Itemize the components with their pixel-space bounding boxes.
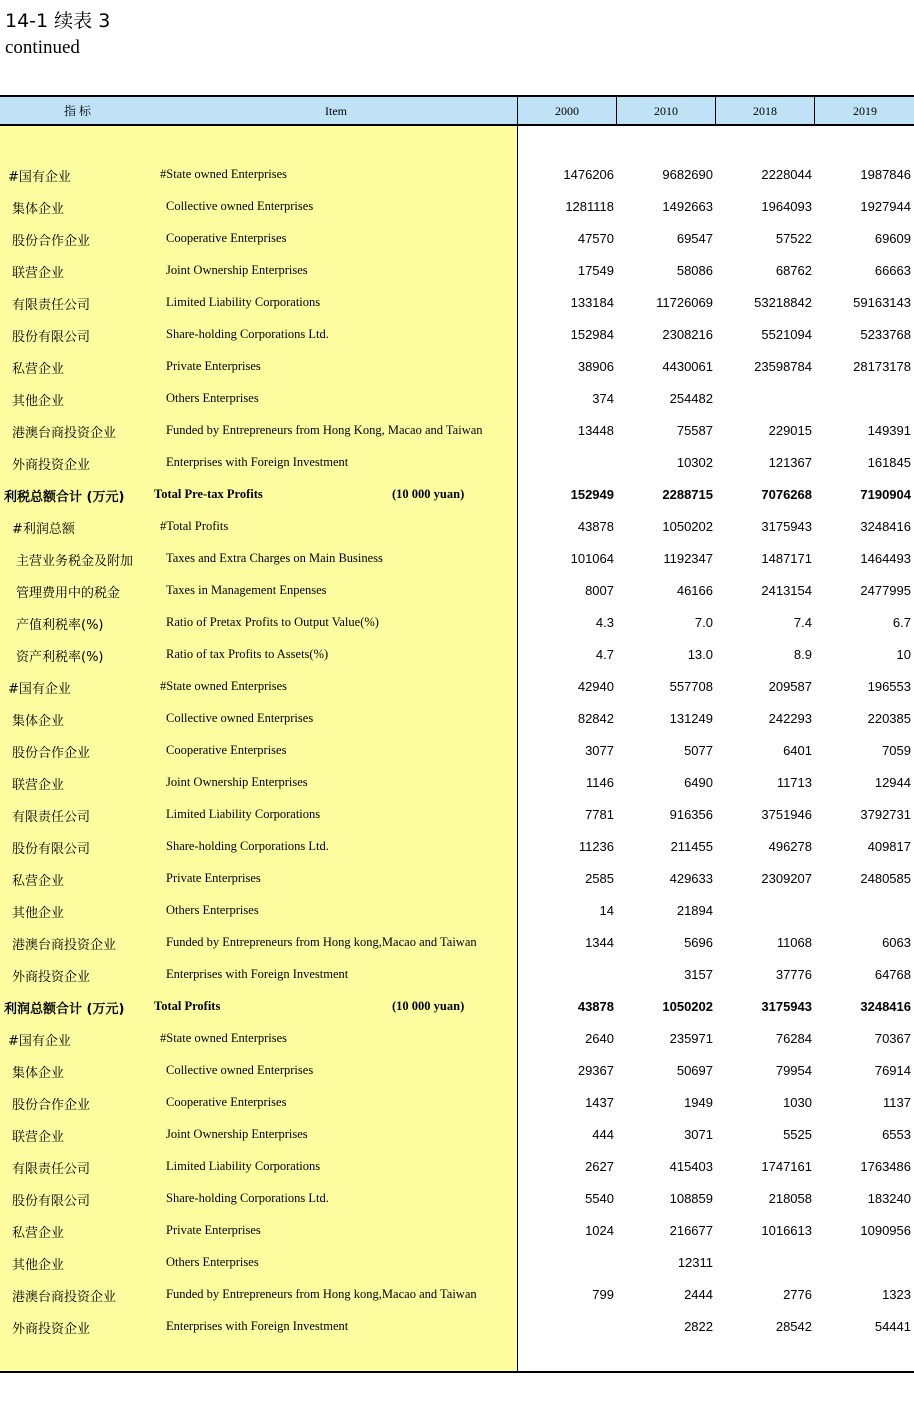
value-cell-2010: 254482 bbox=[669, 391, 713, 406]
value-cell-2018: 37776 bbox=[775, 967, 812, 982]
value-cell-2019: 12944 bbox=[874, 775, 911, 790]
value-cell-2000: 5540 bbox=[585, 1191, 614, 1206]
value-cell-2018: 5521094 bbox=[761, 327, 812, 342]
value-cell-2018: 229015 bbox=[768, 423, 812, 438]
value-cell-2018: 1487171 bbox=[761, 551, 812, 566]
row-label-en: Cooperative Enterprises bbox=[166, 231, 287, 245]
value-cell-2018: 79954 bbox=[775, 1063, 812, 1078]
value-cell-2000: 4.7 bbox=[595, 647, 614, 662]
row-label-zh: 利税总额合计 (万元) bbox=[4, 490, 125, 505]
value-cell-2018: 7076268 bbox=[761, 487, 812, 502]
value-cell-2018: 7.4 bbox=[793, 615, 812, 630]
value-cell-2019: 2477995 bbox=[860, 583, 911, 598]
row-label-zh: 股份有限公司 bbox=[12, 330, 91, 345]
row-label-zh: 私营企业 bbox=[12, 362, 65, 377]
value-cell-2010: 5696 bbox=[684, 935, 713, 950]
row-label-zh: 股份合作企业 bbox=[12, 1098, 91, 1113]
table-row bbox=[0, 542, 914, 574]
value-cell-2010: 3071 bbox=[684, 1127, 713, 1142]
row-label-en: Private Enterprises bbox=[166, 359, 261, 373]
value-cell-2010: 557708 bbox=[669, 679, 713, 694]
value-cell-2000: 4.3 bbox=[595, 615, 614, 630]
header-item: Item bbox=[325, 104, 347, 118]
row-label-en: Total Profits bbox=[154, 999, 221, 1013]
row-label-zh: 产值利税率(%) bbox=[16, 618, 104, 633]
header-year-2018: 2018 bbox=[715, 97, 814, 124]
value-cell-2018: 1747161 bbox=[761, 1159, 812, 1174]
row-unit: (10 000 yuan) bbox=[392, 487, 465, 501]
value-cell-2010: 415403 bbox=[669, 1159, 713, 1174]
value-cell-2010: 1949 bbox=[684, 1095, 713, 1110]
value-cell-2018: 28542 bbox=[775, 1319, 812, 1334]
value-cell-2010: 5077 bbox=[684, 743, 713, 758]
row-label-en: Limited Liability Corporations bbox=[166, 295, 321, 309]
value-cell-2000: 152984 bbox=[570, 327, 614, 342]
value-cell-2000: 2585 bbox=[585, 871, 614, 886]
value-cell-2000: 13448 bbox=[577, 423, 614, 438]
table-row bbox=[0, 958, 914, 990]
row-label-en: Others Enterprises bbox=[166, 903, 259, 917]
value-cell-2018: 1016613 bbox=[761, 1223, 812, 1238]
header-year-2019: 2019 bbox=[814, 97, 914, 124]
table-row bbox=[0, 254, 914, 286]
value-cell-2010: 10302 bbox=[676, 455, 713, 470]
value-cell-2010: 108859 bbox=[669, 1191, 713, 1206]
value-cell-2019: 1987846 bbox=[860, 167, 911, 182]
value-cell-2000: 17549 bbox=[577, 263, 614, 278]
table-row bbox=[0, 574, 914, 606]
row-label-en: Private Enterprises bbox=[166, 871, 261, 885]
row-label-en: Enterprises with Foreign Investment bbox=[166, 967, 349, 981]
value-cell-2010: 4430061 bbox=[662, 359, 713, 374]
value-cell-2018: 121367 bbox=[768, 455, 812, 470]
value-cell-2000: 43878 bbox=[577, 519, 614, 534]
table-row bbox=[0, 1214, 914, 1246]
value-cell-2000: 3077 bbox=[585, 743, 614, 758]
row-label-en: Ratio of tax Profits to Assets(%) bbox=[166, 647, 329, 661]
value-cell-2010: 2822 bbox=[684, 1319, 713, 1334]
row-label-en: Others Enterprises bbox=[166, 391, 259, 405]
value-cell-2019: 5233768 bbox=[860, 327, 911, 342]
row-label-zh: 有限责任公司 bbox=[12, 298, 91, 313]
row-label-zh: 有限责任公司 bbox=[12, 1162, 91, 1177]
row-label-zh: 管理费用中的税金 bbox=[16, 586, 121, 601]
row-label-en: Enterprises with Foreign Investment bbox=[166, 1319, 349, 1333]
row-label-en: Share-holding Corporations Ltd. bbox=[166, 1191, 329, 1205]
row-label-zh: 联营企业 bbox=[12, 1130, 65, 1145]
value-cell-2019: 183240 bbox=[867, 1191, 911, 1206]
row-label-en: Ratio of Pretax Profits to Output Value(%) bbox=[166, 615, 379, 629]
header-year-2010: 2010 bbox=[616, 97, 715, 124]
value-cell-2018: 2309207 bbox=[761, 871, 812, 886]
value-cell-2000: 101064 bbox=[570, 551, 614, 566]
value-cell-2018: 57522 bbox=[775, 231, 812, 246]
value-cell-2019: 6063 bbox=[882, 935, 911, 950]
table-row bbox=[0, 510, 914, 542]
value-cell-2000: 42940 bbox=[577, 679, 614, 694]
row-label-zh: 集体企业 bbox=[12, 202, 65, 217]
value-cell-2010: 75587 bbox=[676, 423, 713, 438]
row-label-en: #Total Profits bbox=[160, 519, 229, 533]
table-row bbox=[0, 1310, 914, 1342]
row-label-zh: 股份合作企业 bbox=[12, 234, 91, 249]
value-cell-2010: 46166 bbox=[676, 583, 713, 598]
row-label-en: Taxes and Extra Charges on Main Business bbox=[166, 551, 383, 565]
row-label-en: Funded by Entrepreneurs from Hong kong,Macao and Taiwan bbox=[166, 935, 477, 949]
table-bottom-rule bbox=[0, 1371, 914, 1373]
value-cell-2019: 10 bbox=[896, 647, 911, 662]
row-label-zh: 其他企业 bbox=[12, 1258, 65, 1273]
value-cell-2000: 2640 bbox=[585, 1031, 614, 1046]
value-cell-2010: 50697 bbox=[676, 1063, 713, 1078]
value-cell-2000: 14 bbox=[599, 903, 614, 918]
value-cell-2018: 1030 bbox=[783, 1095, 812, 1110]
value-cell-2019: 28173178 bbox=[853, 359, 911, 374]
table-row bbox=[0, 1278, 914, 1310]
table-row bbox=[0, 734, 914, 766]
value-cell-2010: 2288715 bbox=[662, 487, 713, 502]
row-label-zh: 私营企业 bbox=[12, 1226, 65, 1241]
value-cell-2018: 2228044 bbox=[761, 167, 812, 182]
row-label-zh: 港澳台商投资企业 bbox=[12, 426, 117, 441]
row-label-en: Joint Ownership Enterprises bbox=[166, 1127, 308, 1141]
value-cell-2019: 69609 bbox=[874, 231, 911, 246]
value-cell-2018: 53218842 bbox=[754, 295, 812, 310]
value-cell-2019: 7059 bbox=[882, 743, 911, 758]
row-label-zh: 股份有限公司 bbox=[12, 1194, 91, 1209]
value-cell-2019: 1137 bbox=[883, 1095, 911, 1110]
value-cell-2000: 1344 bbox=[585, 935, 614, 950]
value-cell-2019: 3248416 bbox=[860, 999, 911, 1014]
value-cell-2010: 2308216 bbox=[662, 327, 713, 342]
value-cell-2010: 11726069 bbox=[656, 295, 713, 310]
row-label-zh: #国有企业 bbox=[8, 682, 71, 697]
row-label-zh: 外商投资企业 bbox=[12, 970, 91, 985]
value-cell-2010: 6490 bbox=[684, 775, 713, 790]
value-cell-2010: 429633 bbox=[669, 871, 713, 886]
value-cell-2019: 1323 bbox=[882, 1287, 911, 1302]
row-label-en: Share-holding Corporations Ltd. bbox=[166, 327, 329, 341]
row-label-en: Taxes in Management Enpenses bbox=[166, 583, 327, 597]
value-cell-2019: 7190904 bbox=[860, 487, 911, 502]
value-cell-2018: 209587 bbox=[768, 679, 812, 694]
value-cell-2000: 152949 bbox=[570, 487, 614, 502]
table-header bbox=[0, 95, 914, 126]
value-cell-2000: 1437 bbox=[585, 1095, 614, 1110]
table-row bbox=[0, 1150, 914, 1182]
value-cell-2010: 1050202 bbox=[662, 519, 713, 534]
value-cell-2000: 1476206 bbox=[563, 167, 614, 182]
value-cell-2000: 1146 bbox=[586, 775, 614, 790]
table-row bbox=[0, 830, 914, 862]
table-row bbox=[0, 1246, 914, 1278]
table-row bbox=[0, 670, 914, 702]
table-row bbox=[0, 286, 914, 318]
value-cell-2018: 5525 bbox=[783, 1127, 812, 1142]
row-label-zh: 资产利税率(%) bbox=[16, 650, 104, 665]
value-cell-2018: 1964093 bbox=[761, 199, 812, 214]
row-label-en: Enterprises with Foreign Investment bbox=[166, 455, 349, 469]
value-cell-2000: 82842 bbox=[577, 711, 614, 726]
table-row bbox=[0, 990, 914, 1022]
value-cell-2019: 3792731 bbox=[860, 807, 911, 822]
value-cell-2019: 6.7 bbox=[892, 615, 911, 630]
table-row bbox=[0, 350, 914, 382]
table-row bbox=[0, 318, 914, 350]
table-row bbox=[0, 894, 914, 926]
table-row bbox=[0, 702, 914, 734]
value-cell-2018: 242293 bbox=[768, 711, 812, 726]
page-title: 14-1 续表 3 bbox=[5, 10, 111, 32]
value-cell-2018: 218058 bbox=[768, 1191, 812, 1206]
row-label-zh: 股份有限公司 bbox=[12, 842, 91, 857]
value-cell-2000: 374 bbox=[592, 391, 614, 406]
row-label-zh: 其他企业 bbox=[12, 906, 65, 921]
row-label-en: Share-holding Corporations Ltd. bbox=[166, 839, 329, 853]
value-cell-2019: 54441 bbox=[874, 1319, 911, 1334]
value-cell-2000: 11236 bbox=[578, 839, 614, 854]
value-cell-2019: 409817 bbox=[867, 839, 911, 854]
row-label-zh: 港澳台商投资企业 bbox=[12, 1290, 117, 1305]
row-label-en: Cooperative Enterprises bbox=[166, 743, 287, 757]
value-cell-2010: 216677 bbox=[669, 1223, 713, 1238]
row-label-zh: 外商投资企业 bbox=[12, 458, 91, 473]
value-cell-2000: 444 bbox=[592, 1127, 614, 1142]
value-cell-2000: 133184 bbox=[570, 295, 614, 310]
value-cell-2000: 38906 bbox=[577, 359, 614, 374]
value-cell-2019: 6553 bbox=[882, 1127, 911, 1142]
value-cell-2019: 66663 bbox=[874, 263, 911, 278]
value-cell-2000: 43878 bbox=[577, 999, 614, 1014]
row-label-zh: 集体企业 bbox=[12, 1066, 65, 1081]
row-label-en: Funded by Entrepreneurs from Hong Kong, Macao and Taiwan bbox=[166, 423, 483, 437]
row-label-zh: 集体企业 bbox=[12, 714, 65, 729]
table-row bbox=[0, 190, 914, 222]
value-cell-2019: 220385 bbox=[867, 711, 911, 726]
table-row bbox=[0, 446, 914, 478]
value-cell-2018: 3175943 bbox=[761, 999, 812, 1014]
value-cell-2000: 7781 bbox=[585, 807, 614, 822]
header-indicator: 指 标 bbox=[63, 104, 91, 118]
table-row bbox=[0, 926, 914, 958]
row-label-zh: #国有企业 bbox=[8, 170, 71, 185]
row-label-en: Funded by Entrepreneurs from Hong kong,Macao and Taiwan bbox=[166, 1287, 477, 1301]
value-cell-2000: 1024 bbox=[585, 1223, 614, 1238]
value-cell-2000: 47570 bbox=[577, 231, 614, 246]
value-cell-2018: 3175943 bbox=[761, 519, 812, 534]
value-cell-2010: 1050202 bbox=[662, 999, 713, 1014]
table-row bbox=[0, 478, 914, 510]
value-cell-2019: 1464493 bbox=[860, 551, 911, 566]
row-label-en: Others Enterprises bbox=[166, 1255, 259, 1269]
row-label-en: #State owned Enterprises bbox=[160, 679, 288, 693]
value-cell-2019: 76914 bbox=[874, 1063, 911, 1078]
value-cell-2018: 496278 bbox=[768, 839, 812, 854]
table-row bbox=[0, 1022, 914, 1054]
row-label-en: Total Pre-tax Profits bbox=[154, 487, 263, 501]
row-label-en: #State owned Enterprises bbox=[160, 167, 288, 181]
row-label-zh: 股份合作企业 bbox=[12, 746, 91, 761]
value-cell-2019: 1763486 bbox=[860, 1159, 911, 1174]
row-label-en: Cooperative Enterprises bbox=[166, 1095, 287, 1109]
table-row bbox=[0, 1182, 914, 1214]
value-cell-2010: 2444 bbox=[684, 1287, 713, 1302]
table-row bbox=[0, 414, 914, 446]
value-cell-2018: 76284 bbox=[775, 1031, 812, 1046]
value-cell-2010: 211455 bbox=[670, 839, 713, 854]
header-year-2000: 2000 bbox=[517, 97, 616, 124]
table-row bbox=[0, 606, 914, 638]
value-cell-2010: 916356 bbox=[669, 807, 713, 822]
value-cell-2000: 799 bbox=[592, 1287, 614, 1302]
value-cell-2018: 11068 bbox=[776, 935, 812, 950]
table-row bbox=[0, 1118, 914, 1150]
table-row bbox=[0, 1054, 914, 1086]
value-cell-2010: 235971 bbox=[669, 1031, 713, 1046]
row-label-zh: 主营业务税金及附加 bbox=[16, 554, 134, 569]
table-row bbox=[0, 1086, 914, 1118]
value-cell-2019: 1927944 bbox=[860, 199, 911, 214]
table-row bbox=[0, 638, 914, 670]
value-cell-2019: 149391 bbox=[867, 423, 911, 438]
value-cell-2010: 131249 bbox=[669, 711, 713, 726]
row-label-en: Collective owned Enterprises bbox=[166, 1063, 314, 1077]
value-cell-2010: 58086 bbox=[676, 263, 713, 278]
value-cell-2000: 1281118 bbox=[565, 199, 614, 214]
value-cell-2019: 70367 bbox=[874, 1031, 911, 1046]
value-cell-2000: 29367 bbox=[577, 1063, 614, 1078]
row-label-zh: 港澳台商投资企业 bbox=[12, 938, 117, 953]
value-cell-2000: 2627 bbox=[585, 1159, 614, 1174]
value-cell-2018: 8.9 bbox=[793, 647, 812, 662]
value-cell-2018: 6401 bbox=[783, 743, 812, 758]
value-cell-2018: 68762 bbox=[775, 263, 812, 278]
row-label-zh: 其他企业 bbox=[12, 394, 65, 409]
value-cell-2019: 196553 bbox=[867, 679, 911, 694]
value-cell-2018: 23598784 bbox=[754, 359, 812, 374]
row-label-zh: 有限责任公司 bbox=[12, 810, 91, 825]
row-label-zh: 私营企业 bbox=[12, 874, 65, 889]
value-cell-2018: 3751946 bbox=[761, 807, 812, 822]
value-cell-2018: 2776 bbox=[783, 1287, 812, 1302]
row-label-zh: 外商投资企业 bbox=[12, 1322, 91, 1337]
value-cell-2019: 1090956 bbox=[860, 1223, 911, 1238]
row-label-en: Collective owned Enterprises bbox=[166, 711, 314, 725]
table-row bbox=[0, 766, 914, 798]
value-cell-2019: 161845 bbox=[867, 455, 911, 470]
row-label-en: Private Enterprises bbox=[166, 1223, 261, 1237]
table-row bbox=[0, 382, 914, 414]
row-label-en: Collective owned Enterprises bbox=[166, 199, 314, 213]
value-cell-2019: 2480585 bbox=[860, 871, 911, 886]
value-cell-2018: 11713 bbox=[776, 775, 812, 790]
table-row bbox=[0, 158, 914, 190]
page-subtitle: continued bbox=[5, 37, 80, 58]
row-label-en: Limited Liability Corporations bbox=[166, 1159, 321, 1173]
table-row bbox=[0, 798, 914, 830]
value-cell-2018: 2413154 bbox=[761, 583, 812, 598]
value-cell-2019: 3248416 bbox=[860, 519, 911, 534]
row-label-zh: 联营企业 bbox=[12, 266, 65, 281]
value-cell-2010: 21894 bbox=[676, 903, 713, 918]
row-label-en: Joint Ownership Enterprises bbox=[166, 263, 308, 277]
value-cell-2019: 59163143 bbox=[853, 295, 911, 310]
row-label-zh: #国有企业 bbox=[8, 1034, 71, 1049]
value-cell-2010: 9682690 bbox=[662, 167, 713, 182]
value-cell-2010: 69547 bbox=[676, 231, 713, 246]
table-row bbox=[0, 222, 914, 254]
value-cell-2010: 12311 bbox=[677, 1255, 713, 1270]
row-label-en: #State owned Enterprises bbox=[160, 1031, 288, 1045]
row-unit: (10 000 yuan) bbox=[392, 999, 465, 1013]
value-cell-2000: 8007 bbox=[585, 583, 614, 598]
row-label-en: Joint Ownership Enterprises bbox=[166, 775, 308, 789]
value-cell-2019: 64768 bbox=[874, 967, 911, 982]
value-cell-2010: 7.0 bbox=[694, 615, 713, 630]
value-cell-2010: 13.0 bbox=[687, 647, 713, 662]
row-label-en: Limited Liability Corporations bbox=[166, 807, 321, 821]
table-row bbox=[0, 862, 914, 894]
value-cell-2010: 3157 bbox=[684, 967, 713, 982]
row-label-zh: 联营企业 bbox=[12, 778, 65, 793]
row-label-zh: 利润总额合计 (万元) bbox=[4, 1002, 125, 1017]
row-label-zh: #利润总额 bbox=[12, 522, 75, 537]
value-cell-2010: 1192347 bbox=[663, 551, 713, 566]
value-cell-2010: 1492663 bbox=[662, 199, 713, 214]
